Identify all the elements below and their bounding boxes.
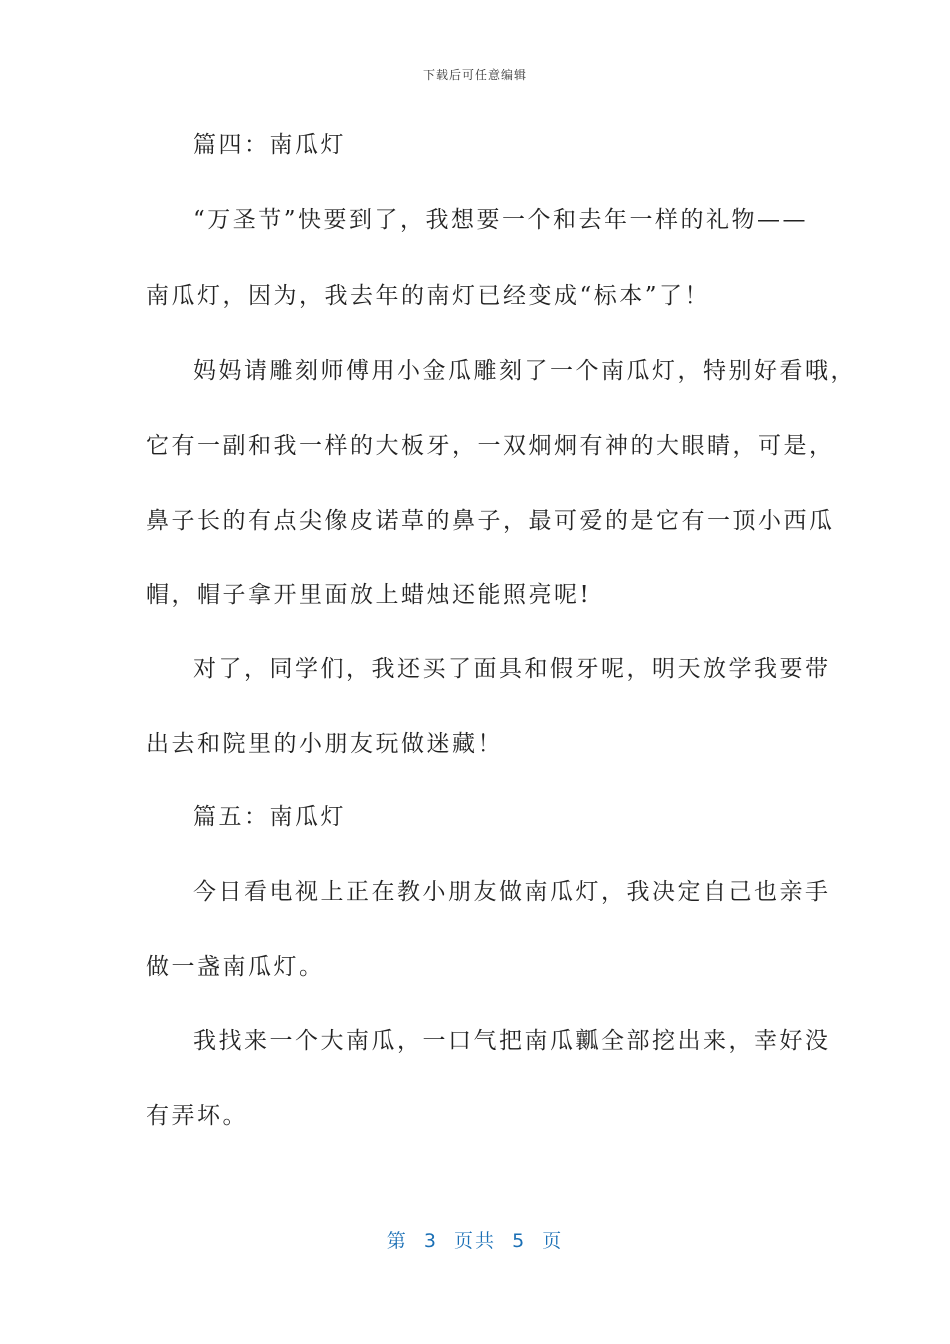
paragraph-line: 有弄坏。 [146,1103,248,1129]
paragraph-line: 做一盏南瓜灯。 [146,954,325,980]
section-heading-5: 篇五：南瓜灯 [193,804,346,830]
paragraph-line: 今日看电视上正在教小朋友做南瓜灯，我决定自己也亲手 [193,879,831,905]
paragraph-line: 南瓜灯，因为，我去年的南灯已经变成“标本”了！ [146,283,711,309]
paragraph-line: 出去和院里的小朋友玩做迷藏！ [146,731,503,757]
paragraph-line: 帽，帽子拿开里面放上蜡烛还能照亮呢! [146,582,592,608]
paragraph-line: 它有一副和我一样的大板牙，一双炯炯有神的大眼睛，可是， [146,433,835,459]
page-number-footer: 第 3 页共 5 页 [386,1230,564,1252]
paragraph-line: 鼻子长的有点尖像皮诺草的鼻子，最可爱的是它有一顶小西瓜 [146,508,835,534]
paragraph-line: 妈妈请雕刻师傅用小金瓜雕刻了一个南瓜灯，特别好看哦， [193,358,856,384]
paragraph-line: 对了，同学们，我还买了面具和假牙呢，明天放学我要带 [193,656,831,682]
paragraph-line: 我找来一个大南瓜，一口气把南瓜瓤全部挖出来，幸好没 [193,1028,831,1054]
page-header: 下载后可任意编辑 [422,68,527,82]
section-heading-4: 篇四：南瓜灯 [193,132,346,158]
paragraph-line: “万圣节”快要到了，我想要一个和去年一样的礼物—— [193,207,809,233]
